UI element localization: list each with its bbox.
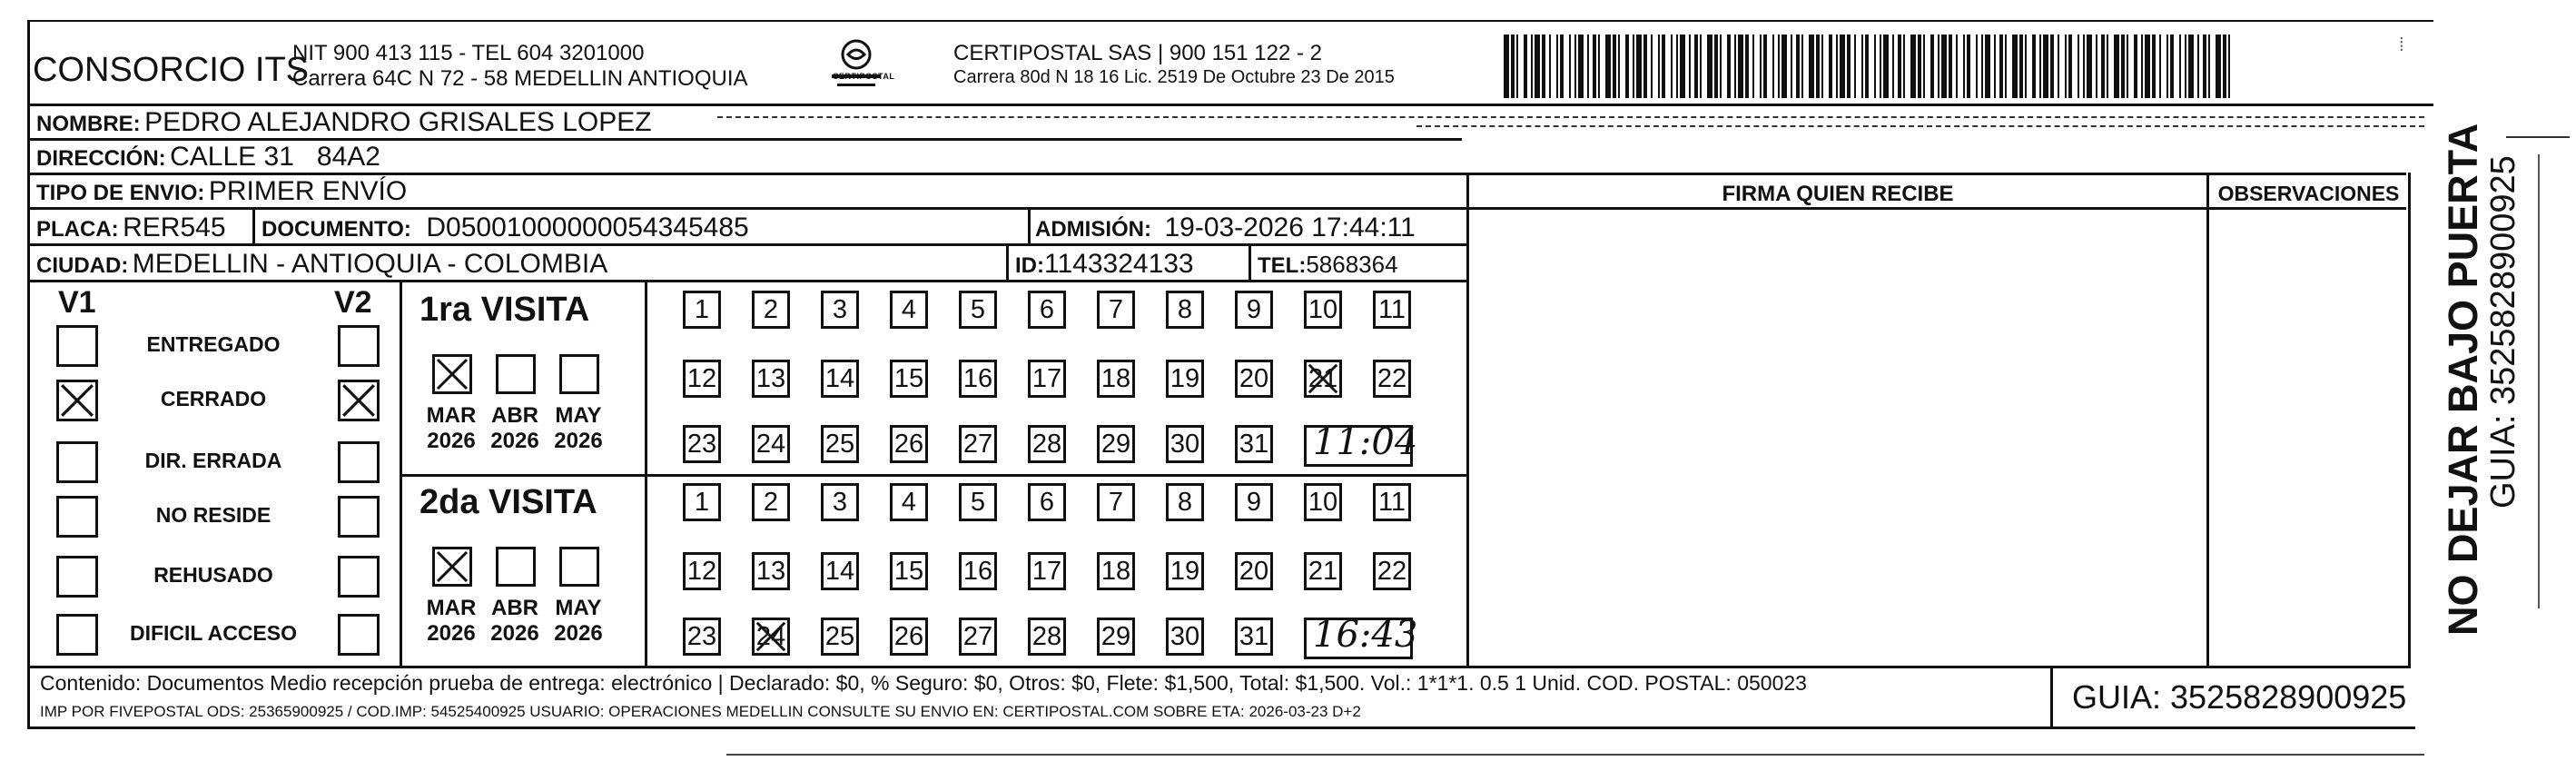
barcode-bar bbox=[1903, 35, 1905, 98]
barcode-bar bbox=[1714, 35, 1718, 98]
day-box[interactable]: 27 bbox=[959, 618, 997, 656]
barcode-bar bbox=[1633, 35, 1634, 98]
barcode-bar bbox=[1569, 35, 1571, 98]
barcode-bar bbox=[1967, 35, 1970, 98]
tipo-row bbox=[36, 178, 407, 205]
month-checkbox[interactable] bbox=[559, 354, 599, 394]
day-box[interactable]: 6 bbox=[1028, 483, 1066, 521]
frame-bottom-line bbox=[27, 726, 2415, 729]
barcode-bar bbox=[1549, 35, 1551, 98]
day-box[interactable]: 22 bbox=[1373, 360, 1411, 398]
barcode-bar bbox=[1821, 35, 1823, 98]
barcode-bar bbox=[1651, 35, 1653, 98]
barcode-bar bbox=[2179, 35, 2181, 98]
status-v2-checkbox[interactable] bbox=[338, 556, 380, 598]
barcode-bar bbox=[1636, 35, 1642, 98]
barcode-bar bbox=[2159, 35, 2161, 98]
barcode-bar bbox=[1613, 35, 1616, 98]
status-v2-checkbox[interactable] bbox=[338, 325, 380, 367]
barcode-bar bbox=[2065, 35, 2067, 98]
barcode-bar bbox=[1930, 35, 1934, 98]
barcode-bar bbox=[2185, 35, 2186, 98]
barcode-bar bbox=[1658, 35, 1660, 98]
barcode-bar bbox=[1994, 35, 1996, 98]
barcode-bar bbox=[1625, 35, 1629, 98]
placa-divider bbox=[252, 207, 255, 243]
barcode-bar bbox=[1865, 35, 1869, 98]
day-box[interactable]: 3 bbox=[821, 483, 859, 521]
documento-value: D05001000000054345485 bbox=[426, 212, 749, 242]
barcode-bar bbox=[1516, 35, 1518, 98]
barcode-bar bbox=[1707, 35, 1712, 98]
day-box[interactable]: 10 bbox=[1304, 483, 1342, 521]
status-label: REHUSADO bbox=[153, 563, 273, 587]
status-v1-checkbox[interactable] bbox=[56, 325, 98, 367]
day-box[interactable]: 28 bbox=[1028, 618, 1066, 656]
barcode-bar bbox=[1861, 35, 1863, 98]
tel-divider bbox=[1249, 243, 1251, 280]
barcode-bar bbox=[2058, 35, 2059, 98]
month-label: MAR 2026 bbox=[426, 403, 477, 453]
barcode-bar bbox=[2025, 35, 2027, 98]
barcode-bar bbox=[1816, 35, 1820, 98]
barcode-bar bbox=[1671, 35, 1673, 98]
barcode-bar bbox=[1727, 35, 1731, 98]
day-box[interactable]: 30 bbox=[1166, 618, 1204, 656]
day-box[interactable]: 6 bbox=[1028, 291, 1066, 329]
side-edge-line bbox=[2506, 136, 2570, 138]
barcode-bar bbox=[1689, 35, 1691, 98]
handwritten-time: 11:04 bbox=[1313, 421, 1418, 463]
check-mark-icon bbox=[58, 381, 96, 424]
certipostal-logo-icon bbox=[828, 36, 884, 94]
direccion-label: DIRECCIÓN: bbox=[36, 146, 166, 171]
barcode-bar bbox=[1956, 35, 1958, 98]
status-label: NO RESIDE bbox=[155, 503, 271, 527]
day-box[interactable]: 9 bbox=[1235, 291, 1273, 329]
day-box[interactable]: 16 bbox=[959, 552, 997, 590]
barcode-bar bbox=[1999, 35, 2003, 98]
barcode-bar bbox=[1918, 35, 1921, 98]
barcode-bar bbox=[1531, 35, 1533, 98]
day-box[interactable]: 15 bbox=[890, 552, 928, 590]
day-box[interactable]: 23 bbox=[683, 425, 721, 463]
admision-divider bbox=[1028, 207, 1031, 243]
placa-label: PLACA: bbox=[36, 217, 119, 242]
day-box[interactable]: 7 bbox=[1097, 483, 1135, 521]
side-notice: NO DEJAR BAJO PUERTA bbox=[2440, 123, 2486, 636]
footer-contenido: Contenido: Documentos Medio recepción prueba de entrega: electrónico | Declarado: $0, % Seguro: $0, Otros: $0, Flete: $1,500, Total: $1,500. Vol.: 1*1*1. 0.5 1 Unid. COD. POSTAL: 050023 bbox=[40, 671, 1807, 695]
day-box[interactable]: 30 bbox=[1166, 425, 1204, 463]
carrier-address: Carrera 80d N 18 16 Lic. 2519 De Octubre 23 De 2015 bbox=[953, 67, 1395, 87]
day-box[interactable]: 31 bbox=[1235, 425, 1273, 463]
barcode-bar bbox=[1772, 35, 1774, 98]
barcode-bar bbox=[2134, 35, 2137, 98]
barcode-bar bbox=[1874, 35, 1876, 98]
barcode-bar bbox=[2114, 35, 2119, 98]
status-v2-checkbox[interactable] bbox=[338, 441, 380, 483]
day-box[interactable]: 8 bbox=[1166, 291, 1204, 329]
day-box[interactable]: 27 bbox=[959, 425, 997, 463]
month-label: MAY 2026 bbox=[554, 403, 603, 453]
day-box[interactable]: 20 bbox=[1235, 552, 1273, 590]
barcode-bar bbox=[1880, 35, 1881, 98]
ciudad-label: CIUDAD: bbox=[36, 253, 129, 278]
day-box[interactable]: 31 bbox=[1235, 618, 1273, 656]
barcode-bar bbox=[1605, 35, 1611, 98]
day-box[interactable]: 2 bbox=[752, 291, 790, 329]
day-box[interactable]: 3 bbox=[821, 291, 859, 329]
day-box[interactable]: 5 bbox=[959, 291, 997, 329]
barcode-bar bbox=[2096, 35, 2097, 98]
barcode-bar bbox=[1720, 35, 1722, 98]
barcode-bar bbox=[1910, 35, 1916, 98]
barcode-bar bbox=[1892, 35, 1894, 98]
day-box[interactable]: 25 bbox=[821, 425, 859, 463]
barcode-bar bbox=[1752, 35, 1754, 98]
check-mark-icon bbox=[754, 619, 788, 658]
month-label: MAR 2026 bbox=[426, 596, 477, 646]
day-box[interactable]: 18 bbox=[1097, 552, 1135, 590]
v1-header: V1 bbox=[58, 285, 96, 320]
id-divider bbox=[1006, 243, 1009, 280]
day-box[interactable]: 21 bbox=[1304, 360, 1342, 398]
day-box[interactable]: 4 bbox=[890, 483, 928, 521]
row-divider-4 bbox=[27, 243, 1469, 246]
barcode-bar bbox=[1791, 35, 1792, 98]
day-box[interactable]: 12 bbox=[683, 360, 721, 398]
visit-divider bbox=[400, 474, 1469, 477]
barcode-bar bbox=[2223, 35, 2226, 98]
day-box[interactable]: 14 bbox=[821, 360, 859, 398]
header-corner-mark: ⁞ bbox=[2399, 35, 2404, 55]
barcode-bar bbox=[2019, 35, 2023, 98]
day-box[interactable]: 7 bbox=[1097, 291, 1135, 329]
firma-header: FIRMA QUIEN RECIBE bbox=[1722, 182, 1954, 206]
barcode-bar bbox=[1574, 35, 1576, 98]
status-label: DIR. ERRADA bbox=[144, 449, 282, 472]
barcode-bar bbox=[1898, 35, 1901, 98]
day-box[interactable]: 11 bbox=[1373, 483, 1411, 521]
barcode-bar bbox=[2141, 35, 2143, 98]
day-box[interactable]: 26 bbox=[890, 425, 928, 463]
day-box[interactable]: 1 bbox=[683, 291, 721, 329]
placa-row bbox=[36, 214, 226, 242]
barcode-bar bbox=[1643, 35, 1647, 98]
tel-value: 5868364 bbox=[1306, 251, 1398, 278]
barcode-bar bbox=[2068, 35, 2072, 98]
side-right-rule bbox=[2538, 154, 2540, 608]
company-address: Carrera 64C N 72 - 58 MEDELLIN ANTIOQUIA bbox=[292, 66, 748, 91]
barcode-bar bbox=[2216, 35, 2221, 98]
barcode-bar bbox=[1676, 35, 1678, 98]
day-box[interactable]: 13 bbox=[752, 360, 790, 398]
day-box[interactable]: 16 bbox=[959, 360, 997, 398]
handwritten-time: 16:43 bbox=[1313, 614, 1418, 656]
day-box[interactable]: 15 bbox=[890, 360, 928, 398]
nombre-dashes-2 bbox=[1416, 125, 2424, 134]
barcode-bar bbox=[1556, 35, 1558, 98]
id-row bbox=[1015, 251, 1194, 278]
nombre-value: PEDRO ALEJANDRO GRISALES LOPEZ bbox=[144, 107, 652, 137]
obs-left-line bbox=[2206, 173, 2209, 667]
barcode-bar bbox=[1745, 35, 1749, 98]
barcode-bar bbox=[1854, 35, 1856, 98]
direccion-row bbox=[36, 143, 380, 171]
day-box[interactable]: 1 bbox=[683, 483, 721, 521]
day-box[interactable]: 20 bbox=[1235, 360, 1273, 398]
visit-month-divider bbox=[645, 280, 647, 667]
barcode-bar bbox=[1524, 35, 1527, 98]
day-box[interactable]: 26 bbox=[890, 618, 928, 656]
day-box[interactable]: 29 bbox=[1097, 425, 1135, 463]
side-guia: GUIA: 3525828900925 bbox=[2484, 155, 2522, 509]
barcode-bar bbox=[2188, 35, 2194, 98]
day-box[interactable]: 24 bbox=[752, 618, 790, 656]
row-divider-3 bbox=[27, 207, 2406, 210]
status-v2-checkbox[interactable] bbox=[338, 496, 380, 538]
nombre-label: NOMBRE: bbox=[36, 112, 141, 136]
day-box[interactable]: 25 bbox=[821, 618, 859, 656]
ciudad-row bbox=[36, 251, 607, 278]
barcode-bar bbox=[2039, 35, 2041, 98]
barcode-bar bbox=[1511, 35, 1515, 98]
day-box[interactable]: 24 bbox=[752, 425, 790, 463]
barcode-bar bbox=[1542, 35, 1545, 98]
day-box[interactable]: 28 bbox=[1028, 425, 1066, 463]
barcode-bar bbox=[1593, 35, 1596, 98]
day-box[interactable]: 4 bbox=[890, 291, 928, 329]
day-box[interactable]: 9 bbox=[1235, 483, 1273, 521]
month-label: ABR 2026 bbox=[490, 403, 539, 453]
day-box[interactable]: 17 bbox=[1028, 360, 1066, 398]
day-box[interactable]: 22 bbox=[1373, 552, 1411, 590]
check-mark-icon bbox=[340, 381, 378, 424]
check-mark-icon bbox=[1306, 361, 1340, 400]
barcode-bar bbox=[2012, 35, 2018, 98]
barcode-bar bbox=[2127, 35, 2128, 98]
barcode-bar bbox=[1578, 35, 1584, 98]
barcode-bar bbox=[1801, 35, 1803, 98]
tipo-label: TIPO DE ENVIO: bbox=[36, 181, 205, 205]
barcode-bar bbox=[2043, 35, 2048, 98]
barcode-bar bbox=[1700, 35, 1702, 98]
month-label: ABR 2026 bbox=[490, 596, 539, 646]
row-divider-2 bbox=[27, 173, 2406, 175]
barcode-bar bbox=[2101, 35, 2105, 98]
day-box[interactable]: 10 bbox=[1304, 291, 1342, 329]
day-box[interactable]: 12 bbox=[683, 552, 721, 590]
id-value: 1143324133 bbox=[1044, 249, 1194, 279]
month-checkbox[interactable] bbox=[496, 547, 536, 587]
visit1-title: 1ra VISITA bbox=[419, 291, 590, 329]
nombre-row bbox=[36, 109, 652, 136]
barcode-bar bbox=[2121, 35, 2125, 98]
status-label: ENTREGADO bbox=[146, 332, 281, 356]
barcode-bar bbox=[1923, 35, 1925, 98]
nombre-dashes bbox=[717, 116, 2424, 125]
barcode-bar bbox=[2228, 35, 2230, 98]
status-v1-checkbox[interactable] bbox=[56, 441, 98, 483]
barcode-bar bbox=[1847, 35, 1851, 98]
barcode-bar bbox=[2032, 35, 2036, 98]
barcode-bar bbox=[1840, 35, 1845, 98]
direccion-value: CALLE 31 84A2 bbox=[170, 142, 380, 172]
barcode-bar bbox=[1796, 35, 1800, 98]
footer-imp: IMP POR FIVEPOSTAL ODS: 25365900925 / COD.IMP: 54525400925 USUARIO: OPERACIONES MEDELLIN CONSULTE SU ENVIO EN: CERTIPOSTAL.COM SOBRE ETA: 2026-03-23 D+2 bbox=[40, 703, 1361, 720]
barcode-icon bbox=[1504, 35, 2230, 98]
month-label: MAY 2026 bbox=[554, 596, 603, 646]
status-v1-checkbox[interactable] bbox=[56, 614, 98, 656]
status-v1-checkbox[interactable] bbox=[56, 556, 98, 598]
footer-guia: GUIA: 3525828900925 bbox=[2072, 678, 2407, 716]
documento-label: DOCUMENTO: bbox=[262, 217, 411, 242]
company-nit: NIT 900 413 115 - TEL 604 3201000 bbox=[292, 41, 645, 65]
firma-left-line bbox=[1466, 173, 1469, 667]
day-box[interactable]: 19 bbox=[1166, 552, 1204, 590]
barcode-bar bbox=[2005, 35, 2007, 98]
barcode-bar bbox=[1985, 35, 1990, 98]
barcode-bar bbox=[1781, 35, 1787, 98]
frame-top-line bbox=[27, 20, 2433, 22]
footer-guia-divider bbox=[2050, 666, 2053, 727]
footer-top-line bbox=[27, 666, 2411, 668]
admision-label: ADMISIÓN: bbox=[1035, 217, 1151, 242]
header-divider bbox=[27, 104, 2433, 106]
check-mark-icon bbox=[434, 549, 470, 589]
tel-label: TEL: bbox=[1258, 253, 1307, 278]
day-box[interactable]: 11 bbox=[1373, 291, 1411, 329]
barcode-bar bbox=[2197, 35, 2199, 98]
documento-row bbox=[262, 214, 749, 242]
barcode-bar bbox=[2166, 35, 2168, 98]
bottom-tear-line bbox=[726, 754, 2424, 756]
visit2-title: 2da VISITA bbox=[419, 483, 597, 521]
day-box[interactable]: 23 bbox=[683, 618, 721, 656]
day-box[interactable]: 13 bbox=[752, 552, 790, 590]
check-mark-icon bbox=[434, 356, 470, 397]
barcode-bar bbox=[2170, 35, 2174, 98]
frame-left-line bbox=[27, 20, 30, 728]
v2-header: V2 bbox=[334, 285, 372, 320]
tel-row bbox=[1258, 252, 1398, 277]
barcode-bar bbox=[2203, 35, 2206, 98]
barcode-bar bbox=[1836, 35, 1838, 98]
barcode-bar bbox=[1598, 35, 1600, 98]
obs-right-line bbox=[2408, 173, 2411, 667]
barcode-bar bbox=[1938, 35, 1939, 98]
barcode-bar bbox=[1883, 35, 1889, 98]
id-label: ID: bbox=[1015, 253, 1044, 278]
status-label: DIFICIL ACCESO bbox=[129, 621, 297, 645]
barcode-bar bbox=[2145, 35, 2150, 98]
barcode-bar bbox=[2107, 35, 2108, 98]
barcode-bar bbox=[2087, 35, 2092, 98]
barcode-bar bbox=[1738, 35, 1743, 98]
row-divider-1 bbox=[27, 138, 1462, 141]
barcode-bar bbox=[2050, 35, 2054, 98]
company-name: CONSORCIO ITS bbox=[33, 51, 310, 89]
barcode-bar bbox=[2083, 35, 2085, 98]
barcode-bar bbox=[1976, 35, 1978, 98]
barcode-bar bbox=[1778, 35, 1780, 98]
barcode-bar bbox=[1760, 35, 1762, 98]
barcode-bar bbox=[1981, 35, 1983, 98]
day-box[interactable]: 19 bbox=[1166, 360, 1204, 398]
barcode-bar bbox=[1587, 35, 1589, 98]
barcode-bar bbox=[1560, 35, 1564, 98]
admision-value: 19-03-2026 17:44:11 bbox=[1164, 212, 1416, 242]
barcode-bar bbox=[1809, 35, 1814, 98]
status-v1-checkbox[interactable] bbox=[56, 496, 98, 538]
barcode-bar bbox=[1662, 35, 1665, 98]
observaciones-header: OBSERVACIONES bbox=[2217, 182, 2400, 205]
day-box[interactable]: 18 bbox=[1097, 360, 1135, 398]
ciudad-value: MEDELLIN - ANTIOQUIA - COLOMBIA bbox=[132, 249, 608, 279]
day-box[interactable]: 8 bbox=[1166, 483, 1204, 521]
carrier-name: CERTIPOSTAL SAS | 900 151 122 - 2 bbox=[953, 41, 1322, 65]
barcode-bar bbox=[1680, 35, 1685, 98]
barcode-bar bbox=[1535, 35, 1540, 98]
day-box[interactable]: 29 bbox=[1097, 618, 1135, 656]
barcode-bar bbox=[1949, 35, 1952, 98]
barcode-bar bbox=[1618, 35, 1620, 98]
day-box[interactable]: 2 bbox=[752, 483, 790, 521]
barcode-bar bbox=[1763, 35, 1767, 98]
admision-row bbox=[1035, 214, 1416, 242]
barcode-bar bbox=[2078, 35, 2079, 98]
status-label: CERRADO bbox=[160, 387, 267, 410]
month-checkbox[interactable] bbox=[559, 547, 599, 587]
day-box[interactable]: 5 bbox=[959, 483, 997, 521]
barcode-bar bbox=[1734, 35, 1736, 98]
tipo-value: PRIMER ENVÍO bbox=[208, 176, 408, 206]
barcode-bar bbox=[1941, 35, 1947, 98]
placa-value: RER545 bbox=[123, 212, 226, 242]
barcode-bar bbox=[1963, 35, 1965, 98]
row-divider-5 bbox=[27, 280, 1469, 282]
status-v2-checkbox[interactable] bbox=[338, 614, 380, 656]
month-checkbox[interactable] bbox=[496, 354, 536, 394]
day-box[interactable]: 14 bbox=[821, 552, 859, 590]
logo-text: CERTIPOSTAL bbox=[833, 72, 895, 81]
barcode-bar bbox=[2208, 35, 2210, 98]
barcode-bar bbox=[1829, 35, 1832, 98]
day-box[interactable]: 21 bbox=[1304, 552, 1342, 590]
barcode-bar bbox=[2152, 35, 2156, 98]
day-box[interactable]: 17 bbox=[1028, 552, 1066, 590]
barcode-bar bbox=[1694, 35, 1698, 98]
barcode-bar bbox=[1504, 35, 1509, 98]
